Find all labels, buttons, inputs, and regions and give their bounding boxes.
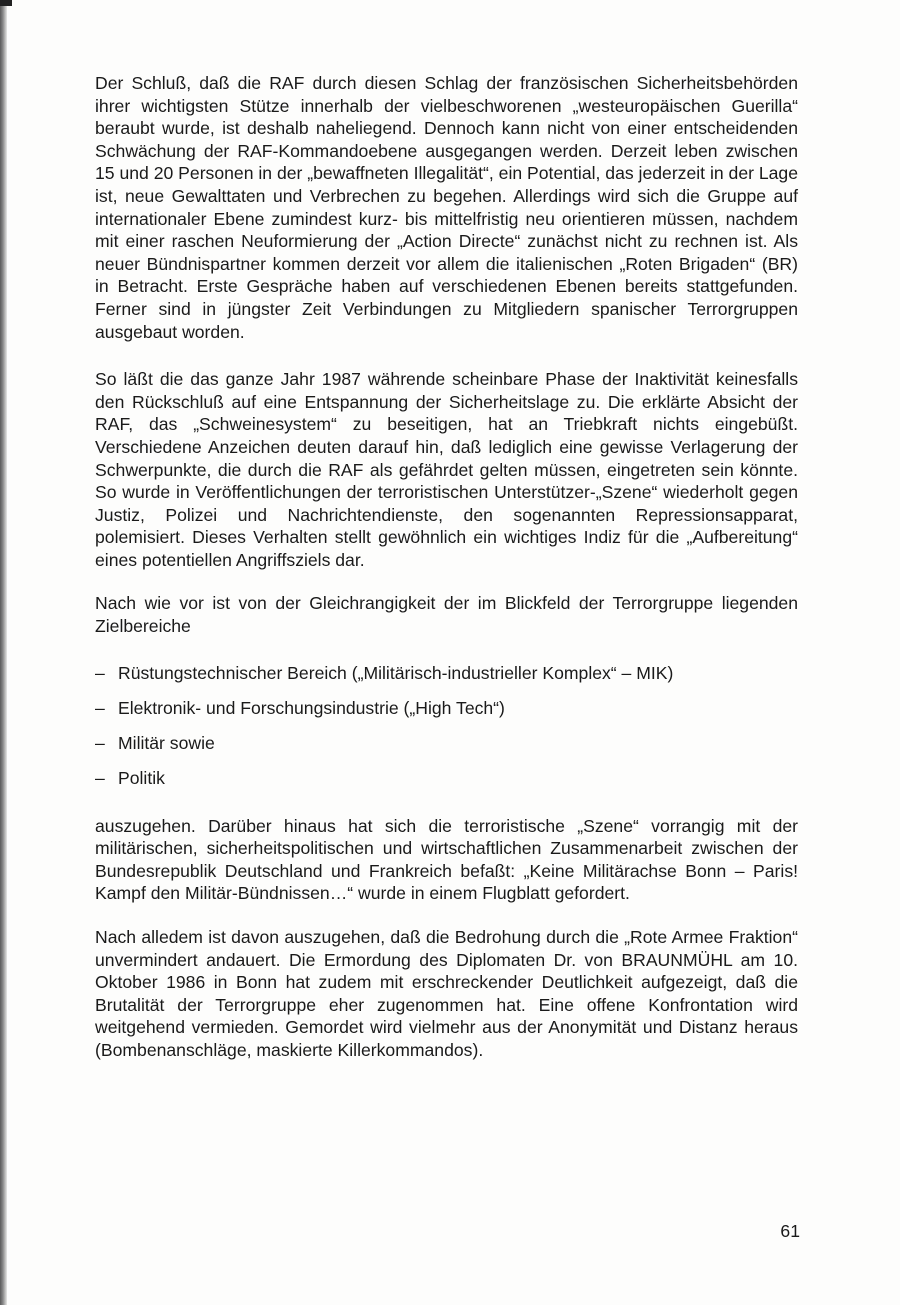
target-areas-list bbox=[95, 662, 798, 802]
list-item bbox=[95, 732, 798, 767]
list-item bbox=[95, 767, 798, 802]
list-dash: – bbox=[95, 732, 105, 753]
list-dash: – bbox=[95, 697, 105, 718]
paragraph-raf-schluss: Der Schluß, daß die RAF durch diesen Schlag der französischen Sicherheitsbehörden ihrer wichtigsten Stütze innerhalb der vielbeschworenen „westeuropäischen Guerilla“ beraubt wurde, ist deshalb naheliegend. Dennoch kann nicht von einer entscheidenden Schwächung der RAF-Kommandoebene ausgegangen werden. Derzeit leben zwischen 15 und 20 Personen in der „bewaffneten Illegalität“, ein Potential, das jederzeit in der Lage ist, neue Gewalttaten und Verbrechen zu begehen. Allerdings wird sich die Gruppe auf internationaler Ebene zumindest kurz- bis mittelfristig neu orientieren müssen, nachdem mit einer raschen Neuformierung der „Action Directe“ zunächst nicht zu rechnen ist. Als neuer Bündnispartner kommen derzeit vor allem die italienischen „Roten Brigaden“ (BR) in Betracht. Erste Gespräche haben auf verschiedenen Ebenen bereits stattgefunden. Ferner sind in jüngster Zeit Verbindungen zu Mitgliedern spanischer Terrorgruppen ausgebaut worden. bbox=[95, 73, 798, 342]
list-dash: – bbox=[95, 767, 105, 788]
list-item-label: Militär sowie bbox=[118, 732, 215, 753]
paragraph-inaktivitaet: So läßt die das ganze Jahr 1987 währende scheinbare Phase der Inaktivität keinesfalls den Rückschluß auf eine Entspannung der Sicherheitslage zu. Die erklärte Absicht der RAF, das „Schweinesystem“ zu beseitigen, hat an Triebkraft nichts eingebüßt. Verschiedene Anzeichen deuten darauf hin, daß lediglich eine gewisse Verlagerung der Schwerpunkte, die durch die RAF als gefährdet gelten müssen, eingetreten sein könnte. So wurde in Veröffentlichungen der terroristischen Unterstützer-„Szene“ wiederholt gegen Justiz, Polizei und Nachrichtendienste, den sogenannten Repressionsapparat, polemisiert. Dieses Verhalten stellt gewöhnlich ein wichtiges Indiz für die „Aufbereitung“ eines potentiellen Angriffsziels dar. bbox=[95, 369, 798, 570]
paragraph-zielbereiche-intro: Nach wie vor ist von der Gleichrangigkeit der im Blickfeld der Terrorgruppe liegenden Zielbereiche bbox=[95, 593, 798, 637]
binding-mark bbox=[0, 0, 12, 6]
page-body bbox=[95, 72, 798, 1062]
list-item-label: Rüstungstechnischer Bereich („Militärisch-industrieller Komplex“ – MIK) bbox=[118, 662, 674, 683]
list-item bbox=[95, 697, 798, 732]
page-number: 61 bbox=[780, 1221, 800, 1241]
list-item bbox=[95, 662, 798, 697]
paragraph-szene-frankreich: auszugehen. Darüber hinaus hat sich die terroristische „Szene“ vorrangig mit der militärischen, sicherheitspolitischen und wirtschaftlichen Zusammenarbeit zwischen der Bundesrepublik Deutschland und Frankreich befaßt: „Keine Militärachse Bonn – Paris! Kampf den Militär-Bündnissen…“ wurde in einem Flugblatt gefordert. bbox=[95, 815, 798, 904]
list-item-label: Elektronik- und Forschungsindustrie („High Tech“) bbox=[118, 697, 505, 718]
list-item-label: Politik bbox=[118, 767, 165, 788]
list-dash: – bbox=[95, 662, 105, 683]
paragraph-bedrohung: Nach alledem ist davon auszugehen, daß die Bedrohung durch die „Rote Armee Fraktion“ unvermindert andauert. Die Ermordung des Diplomaten Dr. von BRAUNMÜHL am 10. Oktober 1986 in Bonn hat zudem mit erschreckender Deutlichkeit aufgezeigt, daß die Brutalität der Terrorgruppe eher zugenommen hat. Eine offene Konfrontation wird weitgehend vermieden. Gemordet wird vielmehr aus der Anonymität und Distanz heraus (Bombenanschläge, maskierte Killerkommandos). bbox=[95, 927, 798, 1060]
page-binding-edge bbox=[0, 0, 7, 1305]
